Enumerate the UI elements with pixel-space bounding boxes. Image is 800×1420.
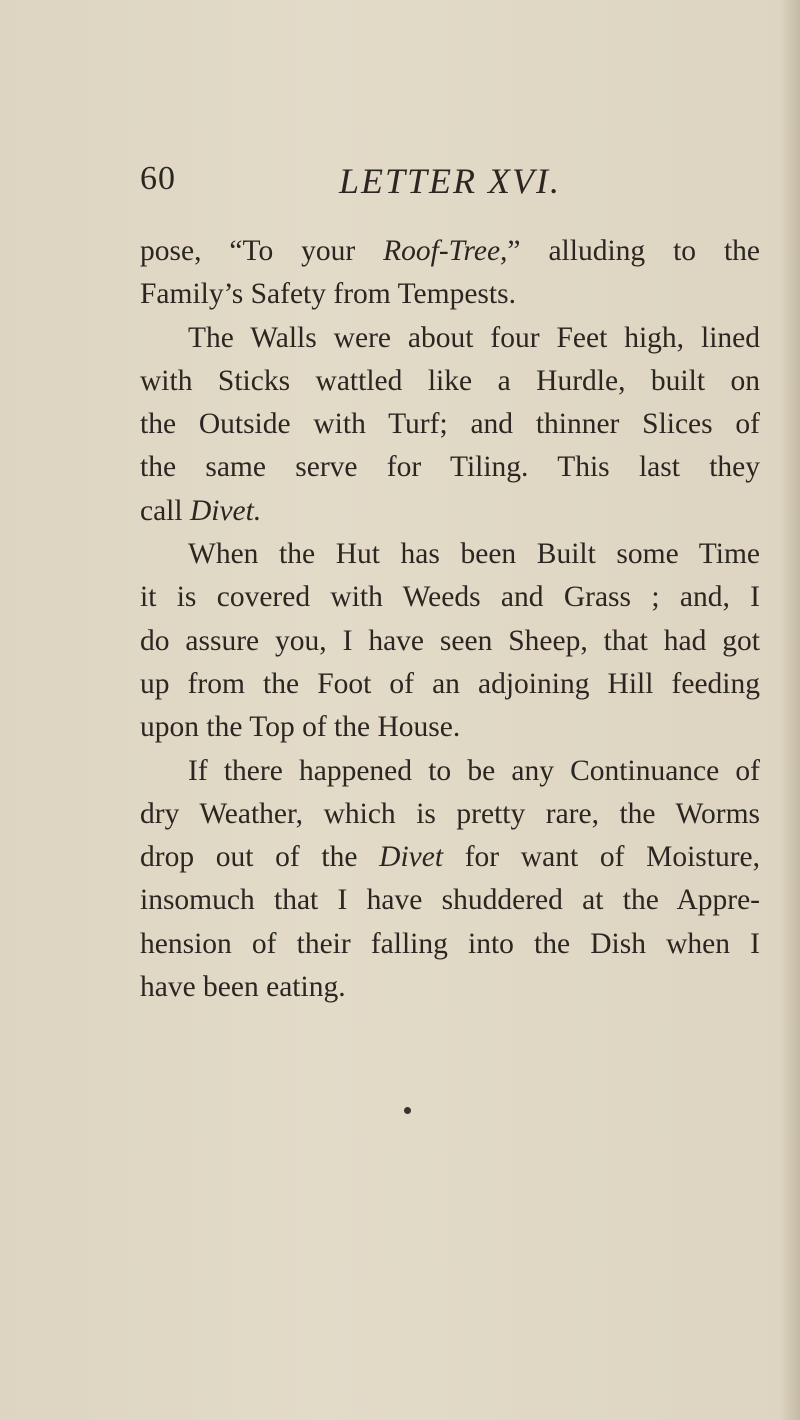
text-line: Family’s Safety from Tempests. xyxy=(140,278,516,311)
running-head: LETTER XVI. xyxy=(338,161,561,201)
ink-speck xyxy=(404,1107,411,1114)
text-line: it is covered with Weeds and Grass ; and, I xyxy=(140,581,760,614)
paragraph-start: If there happened to be any Continuance of xyxy=(188,754,760,787)
page-header xyxy=(140,160,760,210)
text-line: upon the Top of the House. xyxy=(140,711,461,744)
page-number: 60 xyxy=(140,160,176,197)
paragraph-start: When the Hut has been Built some Time xyxy=(188,538,760,571)
body-text xyxy=(140,230,760,1009)
text-line: the Outside with Turf; and thinner Slices of xyxy=(140,408,760,441)
text-line: the same serve for Tiling. This last they xyxy=(140,451,760,484)
paragraph-start: The Walls were about four Feet high, lined xyxy=(188,321,760,354)
text-line: call Divet. xyxy=(140,494,262,527)
text-line: pose, “To your Roof-Tree,” alluding to the xyxy=(140,235,760,267)
text-line: do assure you, I have seen Sheep, that had got xyxy=(140,624,760,657)
text-line: hension of their falling into the Dish when I xyxy=(140,927,760,960)
text-line: up from the Foot of an adjoining Hill feeding xyxy=(140,667,760,700)
page-edge-shadow xyxy=(780,0,800,1420)
text-line: insomuch that I have shuddered at the Appre- xyxy=(140,884,760,917)
text-line: dry Weather, which is pretty rare, the Worms xyxy=(140,797,760,830)
text-line: have been eating. xyxy=(140,971,346,1004)
text-line: with Sticks wattled like a Hurdle, built on xyxy=(140,364,760,397)
text-line: drop out of the Divet for want of Moisture, xyxy=(140,841,760,874)
